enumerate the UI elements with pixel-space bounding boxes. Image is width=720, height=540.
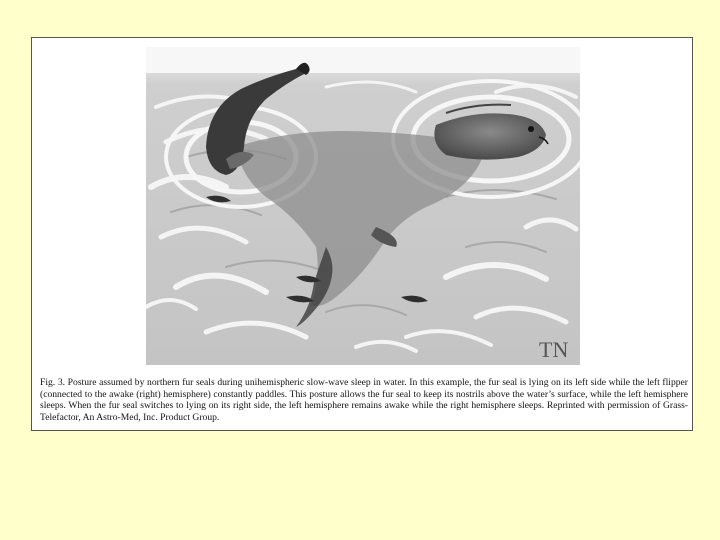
- seal-illustration: [146, 47, 580, 365]
- figure-panel: [31, 37, 693, 431]
- horizon-band: [146, 47, 580, 73]
- figure-caption: Fig. 3. Posture assumed by northern fur seals during unihemispheric slow-wave sleep in water. In this example, the fur seal is lying on its left side while the left flipper (connected to the awake (right) hemisphere) constantly paddles. This posture allows the fur seal to keep its nostrils above the water’s surface, while the left hemisphere sleeps. When the fur seal switches to lying on its right side, the left hemisphere remains awake while the right hemisphere sleeps. Reprinted with permission of Grass-Telefactor, An Astro-Med, Inc. Product Group.: [40, 377, 688, 423]
- seal-eye: [528, 126, 534, 132]
- artist-monogram: TN: [539, 337, 569, 362]
- seal-drawing: [146, 47, 580, 365]
- seal-head: [434, 113, 546, 159]
